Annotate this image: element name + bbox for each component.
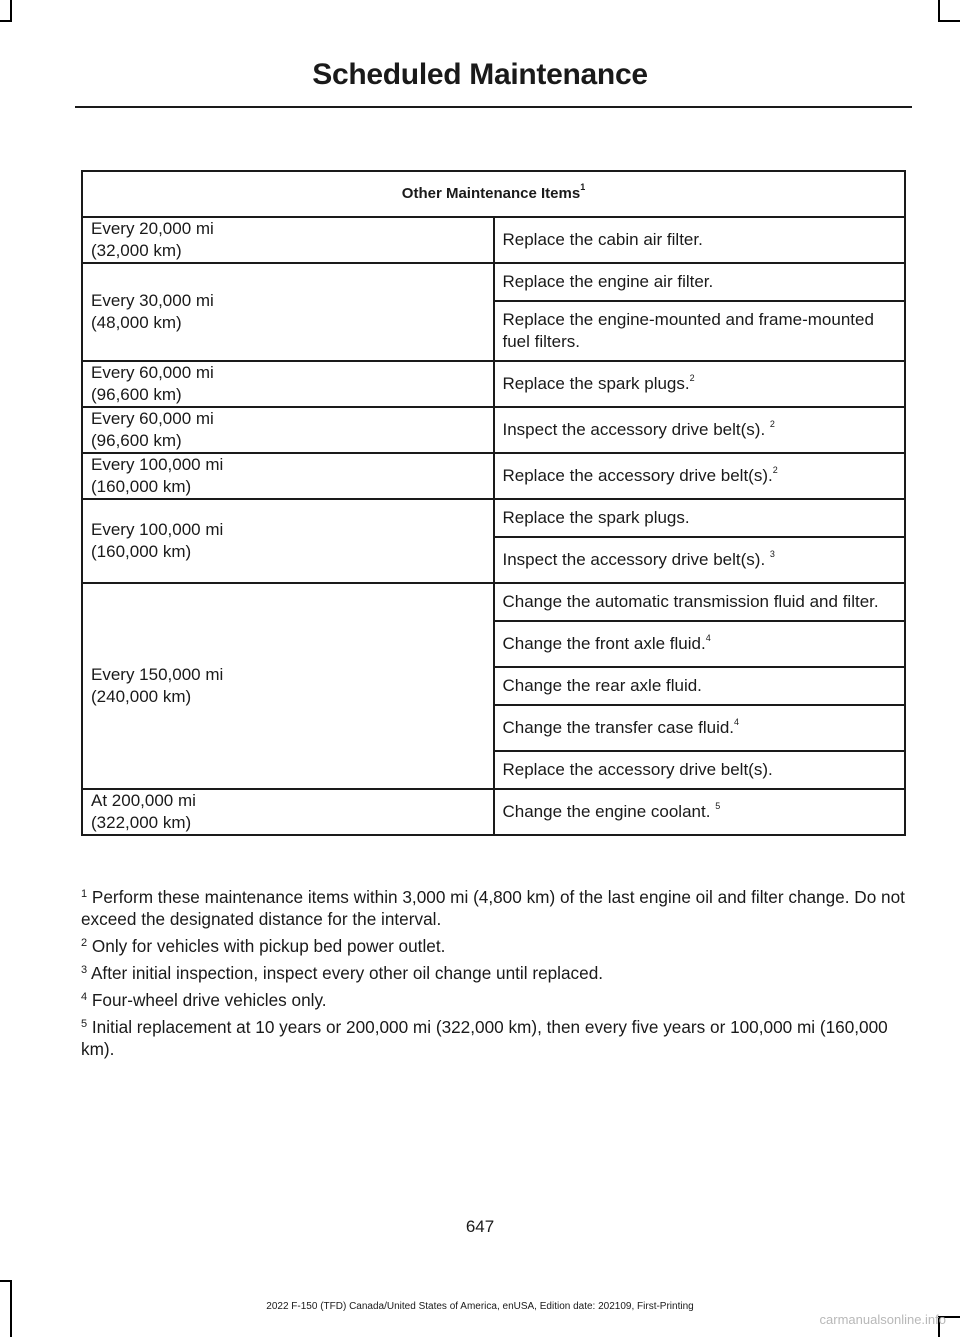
footnotes bbox=[81, 886, 911, 1065]
table-heading-text: Other Maintenance Items bbox=[401, 185, 581, 202]
footnote-ref: 2 bbox=[769, 419, 775, 429]
task-cell bbox=[494, 751, 906, 789]
footnote-number: 2 bbox=[81, 937, 88, 949]
interval-cell bbox=[82, 499, 494, 583]
footnote-ref: 3 bbox=[769, 549, 775, 559]
interval-cell bbox=[82, 263, 494, 361]
table-row bbox=[82, 361, 905, 407]
interval-km: (96,600 km) bbox=[91, 385, 182, 404]
interval-km: (160,000 km) bbox=[91, 477, 192, 496]
footnote-text: Initial replacement at 10 years or 200,000 mi (322,000 km), then every five years or 100,000 mi (160,000 km). bbox=[81, 1017, 888, 1059]
footnote bbox=[81, 935, 911, 957]
footnote-ref: 4 bbox=[734, 717, 740, 727]
task-text: Replace the cabin air filter. bbox=[502, 230, 703, 249]
crop-mark bbox=[10, 0, 12, 22]
task-text: Change the automatic transmission fluid and filter. bbox=[502, 592, 879, 611]
table-row bbox=[82, 453, 905, 499]
footnote bbox=[81, 1016, 911, 1060]
footnote-ref: 4 bbox=[705, 633, 711, 643]
footnote-ref: 2 bbox=[772, 465, 778, 475]
interval-km: (96,600 km) bbox=[91, 431, 182, 450]
interval-cell bbox=[82, 789, 494, 835]
table-row bbox=[82, 263, 905, 301]
footnote bbox=[81, 989, 911, 1011]
interval-miles: Every 100,000 mi bbox=[91, 520, 224, 539]
interval-miles: Every 60,000 mi bbox=[91, 409, 214, 428]
crop-mark bbox=[0, 1280, 12, 1282]
footnote-text: Only for vehicles with pickup bed power outlet. bbox=[91, 936, 446, 956]
interval-cell bbox=[82, 453, 494, 499]
footnote-number: 4 bbox=[81, 991, 88, 1003]
task-cell bbox=[494, 301, 906, 361]
task-text: Replace the engine air filter. bbox=[502, 272, 714, 291]
page-footer: 2022 F-150 (TFD) Canada/United States of America, enUSA, Edition date: 202109, First-Printing bbox=[266, 1301, 694, 1312]
watermark: carmanualsonline.info bbox=[819, 1312, 946, 1327]
header-divider bbox=[75, 106, 912, 108]
task-text: Inspect the accessory drive belt(s). bbox=[502, 550, 766, 569]
table-row bbox=[82, 217, 905, 263]
task-text: Change the rear axle fluid. bbox=[502, 676, 702, 695]
footnote-ref: 2 bbox=[689, 373, 695, 383]
interval-km: (48,000 km) bbox=[91, 313, 182, 332]
table-heading bbox=[82, 171, 905, 217]
footnote bbox=[81, 886, 911, 930]
interval-miles: Every 60,000 mi bbox=[91, 363, 214, 382]
footnote-text: Four-wheel drive vehicles only. bbox=[91, 990, 327, 1010]
task-text: Inspect the accessory drive belt(s). bbox=[502, 420, 766, 439]
interval-km: (240,000 km) bbox=[91, 687, 192, 706]
interval-cell bbox=[82, 361, 494, 407]
footnote-number: 5 bbox=[81, 1018, 88, 1030]
task-text: Change the transfer case fluid. bbox=[502, 718, 735, 737]
footnote-number: 3 bbox=[81, 964, 88, 976]
footnote-ref: 5 bbox=[715, 801, 721, 811]
task-text: Change the front axle fluid. bbox=[502, 634, 706, 653]
task-cell bbox=[494, 705, 906, 751]
table-row bbox=[82, 407, 905, 453]
footnote-text: Perform these maintenance items within 3,000 mi (4,800 km) of the last engine oil and filter change. Do not exceed the designated distance for the interval. bbox=[81, 887, 905, 929]
table-header-row bbox=[82, 171, 905, 217]
task-cell bbox=[494, 667, 906, 705]
crop-mark bbox=[938, 0, 940, 22]
maintenance-table bbox=[81, 170, 906, 836]
task-cell bbox=[494, 263, 906, 301]
task-cell bbox=[494, 499, 906, 537]
task-text: Replace the spark plugs. bbox=[502, 374, 690, 393]
interval-miles: At 200,000 mi bbox=[91, 791, 196, 810]
interval-cell bbox=[82, 407, 494, 453]
table-row bbox=[82, 499, 905, 537]
page-title: Scheduled Maintenance bbox=[312, 58, 648, 91]
interval-cell bbox=[82, 217, 494, 263]
footnote-ref: 1 bbox=[580, 182, 586, 192]
footnote-number: 1 bbox=[81, 888, 88, 900]
task-cell bbox=[494, 407, 906, 453]
task-text: Replace the spark plugs. bbox=[502, 508, 690, 527]
interval-miles: Every 100,000 mi bbox=[91, 455, 224, 474]
task-text: Replace the engine-mounted and frame-mounted fuel filters. bbox=[502, 310, 874, 351]
footnote bbox=[81, 962, 911, 984]
interval-km: (322,000 km) bbox=[91, 813, 192, 832]
interval-km: (160,000 km) bbox=[91, 542, 192, 561]
task-cell bbox=[494, 537, 906, 583]
interval-miles: Every 150,000 mi bbox=[91, 665, 224, 684]
interval-cell bbox=[82, 583, 494, 789]
crop-mark bbox=[0, 20, 12, 22]
task-cell bbox=[494, 453, 906, 499]
page-number: 647 bbox=[465, 1217, 495, 1236]
crop-mark bbox=[938, 20, 960, 22]
task-cell bbox=[494, 789, 906, 835]
interval-miles: Every 30,000 mi bbox=[91, 291, 214, 310]
task-cell bbox=[494, 621, 906, 667]
interval-km: (32,000 km) bbox=[91, 241, 182, 260]
interval-miles: Every 20,000 mi bbox=[91, 219, 214, 238]
task-cell bbox=[494, 217, 906, 263]
task-cell bbox=[494, 361, 906, 407]
task-text: Change the engine coolant. bbox=[502, 802, 711, 821]
task-text: Replace the accessory drive belt(s). bbox=[502, 466, 773, 485]
footnote-text: After initial inspection, inspect every other oil change until replaced. bbox=[90, 963, 604, 983]
table-row bbox=[82, 789, 905, 835]
table-row bbox=[82, 583, 905, 621]
task-text: Replace the accessory drive belt(s). bbox=[502, 760, 773, 779]
task-cell bbox=[494, 583, 906, 621]
